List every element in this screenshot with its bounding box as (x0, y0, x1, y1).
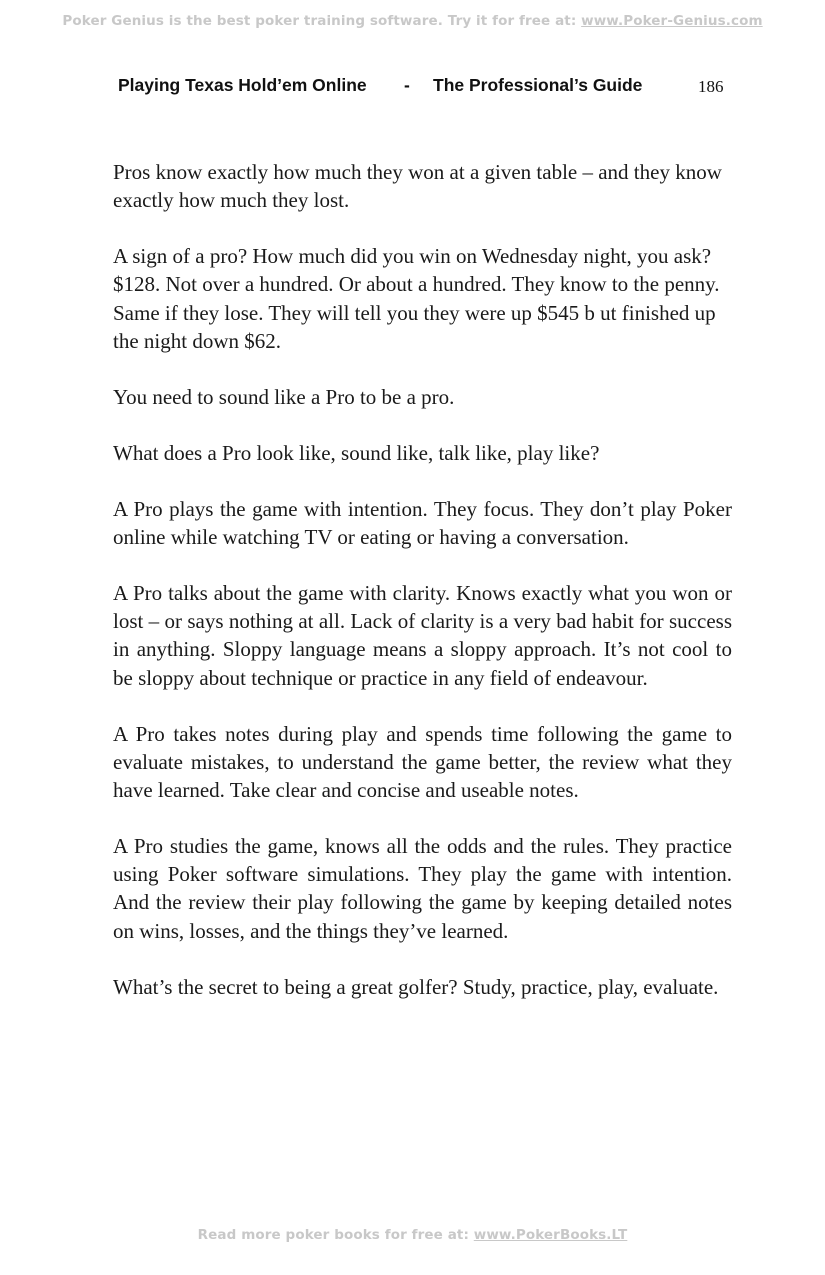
paragraph: You need to sound like a Pro to be a pro. (113, 384, 455, 409)
page-body (113, 158, 732, 1029)
top-promo-text: Poker Genius is the best poker training software. Try it for free at: (62, 13, 582, 29)
header-separator: - (404, 75, 410, 95)
top-promo-banner (0, 13, 825, 29)
paragraph: What does a Pro look like, sound like, talk like, play like? (113, 440, 600, 465)
paragraph: A sign of a pro? How much did you win on Wednesday night, you ask? $128. Not over a hundred. Or about a hundred. They know to the penny. Same if they lose. They will tell you they were up $545 b ut finished up the night down $62. (113, 244, 720, 353)
paragraph: Pros know exactly how much they won at a given table – and they know exactly how much they lost. (113, 160, 722, 213)
book-title: Playing Texas Hold’em Online (118, 75, 367, 95)
bottom-promo-text: Read more poker books for free at: (197, 1227, 474, 1243)
paragraph: What’s the secret to being a great golfer? Study, practice, play, evaluate. (113, 974, 719, 999)
paragraph: A Pro studies the game, knows all the odds and the rules. They practice using Poker software simulations. They play the game with intention. And the review their play following the game by keeping detailed notes on wins, losses, and the things they’ve learned. (113, 834, 732, 943)
paragraph: A Pro plays the game with intention. They focus. They don’t play Poker online while watching TV or eating or having a conversation. (113, 496, 732, 550)
paragraph: A Pro takes notes during play and spends time following the game to evaluate mistakes, to understand the game better, the review what they have learned. Take clear and concise and useable notes. (113, 721, 732, 803)
book-subtitle: The Professional’s Guide (433, 75, 643, 95)
running-header (118, 75, 728, 99)
paragraph: A Pro talks about the game with clarity. Knows exactly what you won or lost – or says nothing at all. Lack of clarity is a very bad habit for success in anything. Sloppy language means a sloppy approach. It’s not cool to be sloppy about technique or practice in any field of endeavour. (113, 581, 732, 690)
page-number: 186 (698, 77, 724, 96)
pokerbooks-link[interactable]: www.PokerBooks.LT (473, 1227, 628, 1243)
poker-genius-link[interactable]: www.Poker-Genius.com (581, 13, 763, 29)
bottom-promo-banner (0, 1227, 825, 1243)
